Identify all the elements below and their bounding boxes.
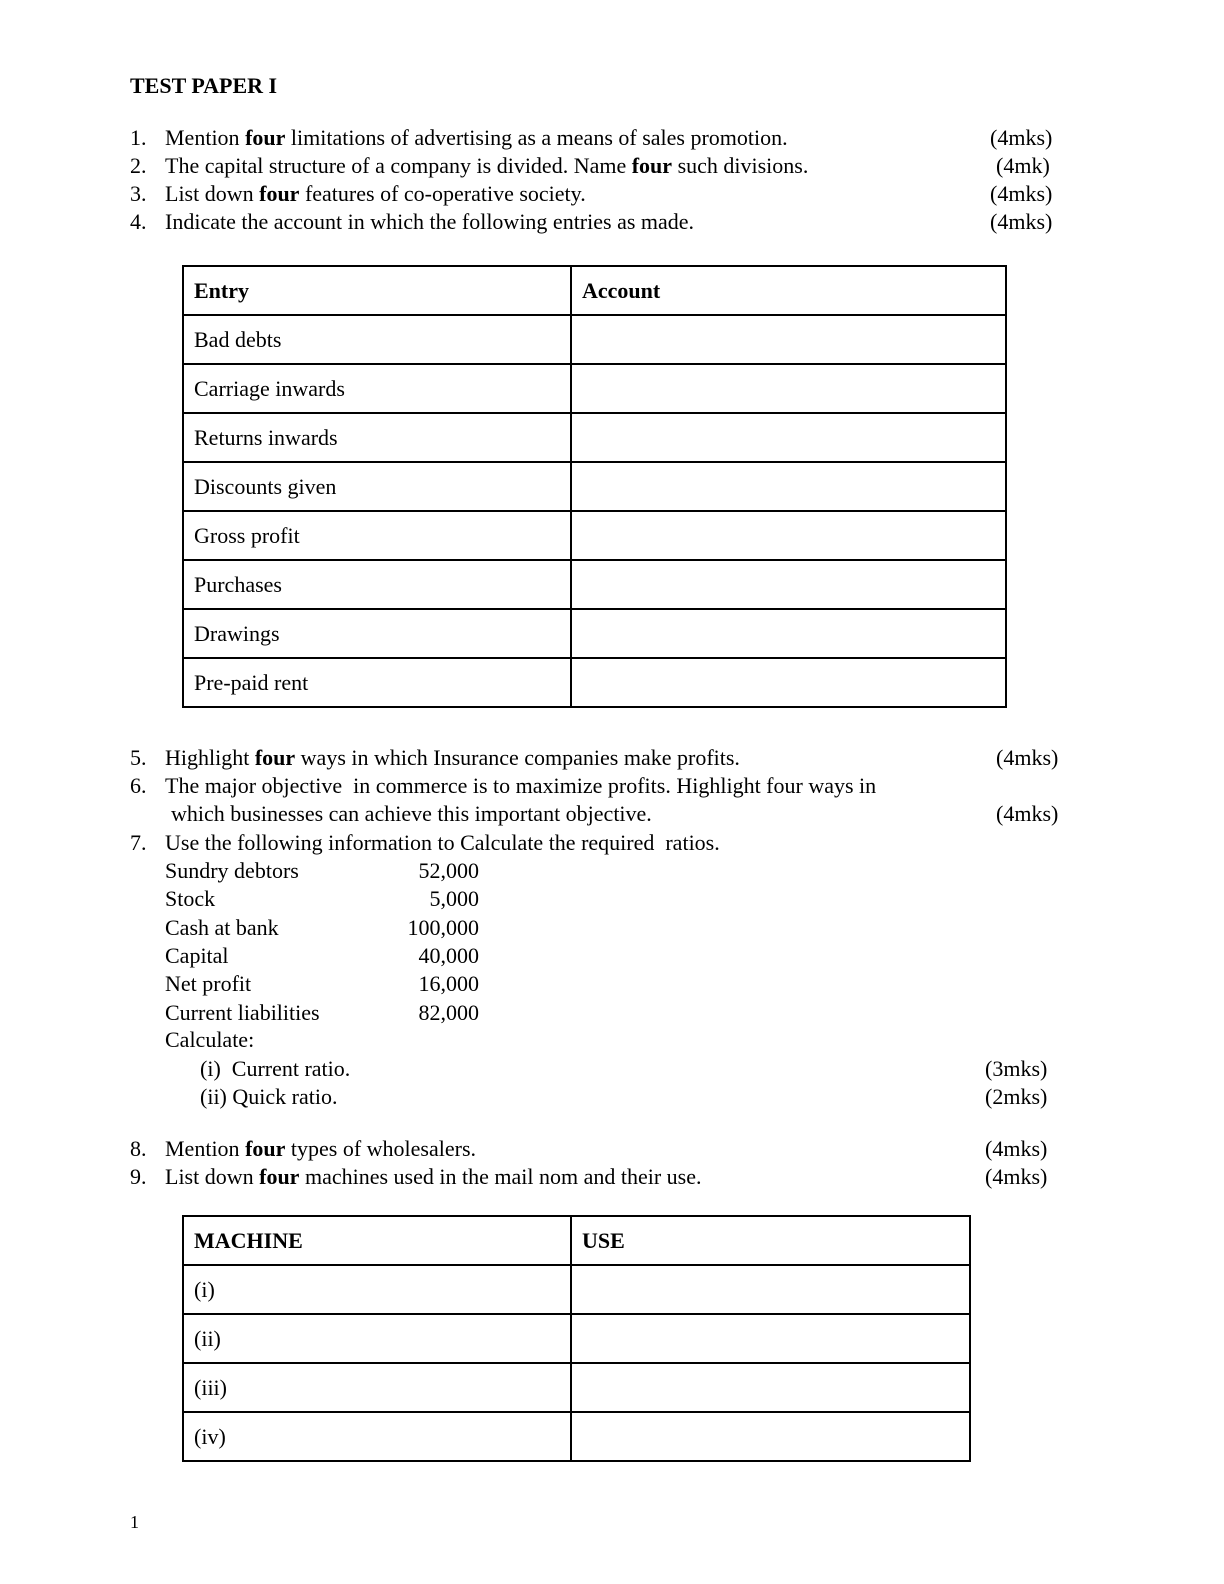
ratio-part bbox=[0, 1055, 1224, 1083]
question-7 bbox=[0, 829, 1224, 857]
question-number: 5. bbox=[130, 745, 147, 770]
part-marks: (2mks) bbox=[985, 1084, 1048, 1109]
table-row bbox=[183, 560, 1006, 609]
machine-cell: (i) bbox=[183, 1265, 571, 1314]
item-value: 5,000 bbox=[429, 886, 479, 912]
page-number: 1 bbox=[130, 1512, 139, 1532]
item-label: Sundry debtors bbox=[165, 858, 299, 883]
item-value: 40,000 bbox=[418, 942, 479, 968]
table-row bbox=[183, 462, 1006, 511]
question-number: 6. bbox=[130, 773, 147, 798]
question bbox=[0, 124, 1224, 152]
question bbox=[0, 1135, 1224, 1163]
table-row bbox=[183, 1363, 970, 1412]
question-text: Highlight bbox=[165, 745, 255, 770]
item-label: Net profit bbox=[165, 971, 252, 997]
question-number: 2. bbox=[130, 153, 147, 178]
entry-cell: Purchases bbox=[183, 560, 571, 609]
question-number: 7. bbox=[130, 830, 147, 855]
question-marks: (4mks) bbox=[985, 1136, 1048, 1161]
entry-cell: Drawings bbox=[183, 609, 571, 658]
question-text: Mention bbox=[165, 1136, 246, 1161]
account-cell[interactable] bbox=[571, 511, 1006, 560]
question-text: List down bbox=[165, 181, 260, 206]
financial-item bbox=[0, 914, 500, 942]
table-row bbox=[183, 609, 1006, 658]
question-marks: (4mks) bbox=[990, 125, 1053, 150]
table-header-row bbox=[183, 266, 1006, 315]
machine-use-table bbox=[182, 1215, 971, 1462]
use-cell[interactable] bbox=[571, 1363, 970, 1412]
item-value: 100,000 bbox=[407, 914, 479, 940]
question-text: limitations of advertising as a means of sales promotion. bbox=[285, 125, 788, 150]
financial-item bbox=[0, 970, 500, 998]
question-6 bbox=[0, 772, 1224, 800]
financial-item bbox=[0, 999, 500, 1027]
financial-item bbox=[0, 885, 500, 913]
use-cell[interactable] bbox=[571, 1265, 970, 1314]
table-row bbox=[183, 364, 1006, 413]
question-number: 9. bbox=[130, 1164, 147, 1189]
item-label: Stock bbox=[165, 886, 216, 912]
item-value: 16,000 bbox=[418, 971, 479, 997]
entry-cell: Bad debts bbox=[183, 315, 571, 364]
account-cell[interactable] bbox=[571, 658, 1006, 707]
question-marks: (4mks) bbox=[985, 1164, 1048, 1189]
question-marks: (4mks) bbox=[990, 181, 1053, 206]
question-marks: (4mks) bbox=[990, 209, 1053, 234]
question-text: which businesses can achieve this important objective. bbox=[171, 801, 652, 826]
calculate-label: Calculate: bbox=[165, 1027, 255, 1052]
question-text: Mention bbox=[165, 125, 246, 150]
question-number: 4. bbox=[130, 209, 147, 234]
question-text: ways in which Insurance companies make profits. bbox=[295, 745, 740, 770]
question-emphasis: four bbox=[259, 1164, 300, 1189]
question-number: 3. bbox=[130, 181, 147, 206]
table-row bbox=[183, 315, 1006, 364]
question-text: types of wholesalers. bbox=[285, 1136, 477, 1161]
question-emphasis: four bbox=[254, 745, 296, 770]
table-row bbox=[183, 1265, 970, 1314]
question-text: List down bbox=[165, 1164, 260, 1189]
question-5 bbox=[0, 744, 1224, 772]
part-marks: (3mks) bbox=[985, 1056, 1048, 1081]
question-marks: (4mk) bbox=[996, 153, 1050, 178]
question-text: The major objective in commerce is to maximize profits. Highlight four ways in bbox=[165, 773, 877, 798]
machine-cell: (iv) bbox=[183, 1412, 571, 1461]
header-use: USE bbox=[571, 1216, 970, 1265]
account-cell[interactable] bbox=[571, 560, 1006, 609]
question bbox=[0, 1163, 1224, 1191]
entry-cell: Pre-paid rent bbox=[183, 658, 571, 707]
item-label: Cash at bank bbox=[165, 914, 279, 940]
table-row bbox=[183, 511, 1006, 560]
question-text: The capital structure of a company is divided. Name bbox=[165, 153, 632, 178]
question-emphasis: four bbox=[259, 181, 300, 206]
table-row bbox=[183, 1314, 970, 1363]
account-cell[interactable] bbox=[571, 315, 1006, 364]
table-row bbox=[183, 658, 1006, 707]
header-entry: Entry bbox=[183, 266, 571, 315]
entry-cell: Carriage inwards bbox=[183, 364, 571, 413]
item-label: Current liabilities bbox=[165, 999, 320, 1025]
entry-account-table bbox=[182, 265, 1007, 708]
question-text: Indicate the account in which the following entries as made. bbox=[165, 209, 695, 234]
table-row bbox=[183, 1412, 970, 1461]
entry-cell: Returns inwards bbox=[183, 413, 571, 462]
entry-cell: Discounts given bbox=[183, 462, 571, 511]
question-emphasis: four bbox=[245, 125, 286, 150]
machine-cell: (ii) bbox=[183, 1314, 571, 1363]
part-label: (ii) Quick ratio. bbox=[200, 1084, 338, 1109]
question-6-continued bbox=[0, 800, 1224, 828]
use-cell[interactable] bbox=[571, 1314, 970, 1363]
table-header-row bbox=[183, 1216, 970, 1265]
item-label: Capital bbox=[165, 942, 229, 968]
financial-item bbox=[0, 942, 500, 970]
item-value: 52,000 bbox=[418, 858, 479, 883]
question-text: such divisions. bbox=[672, 153, 809, 178]
question-number: 8. bbox=[130, 1136, 147, 1161]
question-emphasis: four bbox=[631, 153, 673, 178]
page-title: TEST PAPER I bbox=[130, 73, 278, 98]
question-marks: (4mks) bbox=[996, 745, 1059, 770]
header-account: Account bbox=[571, 266, 1006, 315]
financial-item bbox=[0, 857, 500, 885]
question-text: Use the following information to Calculate the required ratios. bbox=[165, 830, 720, 855]
question-text: machines used in the mail nom and their use. bbox=[299, 1164, 702, 1189]
use-cell[interactable] bbox=[571, 1412, 970, 1461]
account-cell[interactable] bbox=[571, 609, 1006, 658]
question-text: features of co-operative society. bbox=[299, 181, 586, 206]
ratio-part bbox=[0, 1083, 1224, 1111]
account-cell[interactable] bbox=[571, 462, 1006, 511]
machine-cell: (iii) bbox=[183, 1363, 571, 1412]
item-value: 82,000 bbox=[418, 999, 479, 1025]
account-cell[interactable] bbox=[571, 413, 1006, 462]
header-machine: MACHINE bbox=[183, 1216, 571, 1265]
question bbox=[0, 152, 1224, 180]
part-label: (i) Current ratio. bbox=[200, 1056, 351, 1081]
question bbox=[0, 180, 1224, 208]
entry-cell: Gross profit bbox=[183, 511, 571, 560]
account-cell[interactable] bbox=[571, 364, 1006, 413]
question bbox=[0, 208, 1224, 236]
question-emphasis: four bbox=[245, 1136, 286, 1161]
table-row bbox=[183, 413, 1006, 462]
question-marks: (4mks) bbox=[996, 801, 1059, 826]
question-number: 1. bbox=[130, 125, 147, 150]
